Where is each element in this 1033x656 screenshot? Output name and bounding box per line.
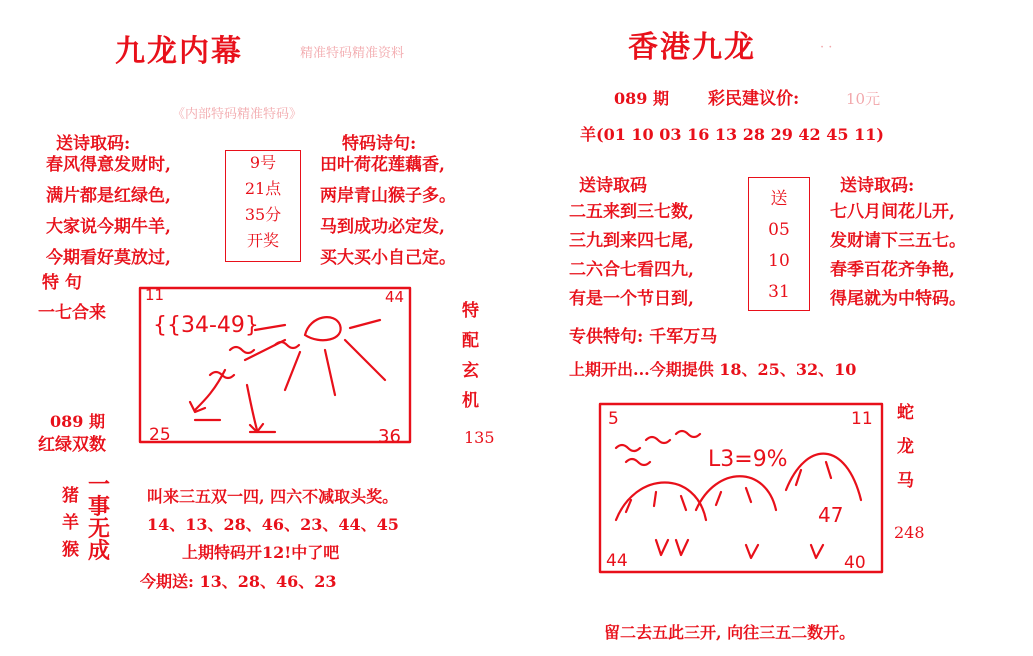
poem-line: 二五来到三七数, [569, 202, 694, 222]
wave-doodle [616, 431, 700, 465]
left-sketch-tr: 44 [385, 288, 405, 306]
time-line: 35分 [244, 205, 282, 224]
big-char: 无 [88, 516, 111, 542]
left-header-faint: 精准特码精准资料 [300, 46, 405, 61]
right-send-lines [748, 184, 810, 308]
time-line: 9号 [249, 153, 277, 172]
left-sketch-tl: 11 [145, 286, 165, 304]
wave-doodle [230, 347, 254, 353]
right-poem-label-right: 送诗取码: [840, 176, 915, 196]
left-side-vertical [462, 296, 479, 416]
ray-doodles [245, 320, 385, 395]
vertical-char: 蛇 [897, 403, 914, 423]
poem-line: 有是一个节日到, [569, 289, 694, 309]
right-title-faint: · · [820, 40, 833, 55]
right-poem-left [569, 198, 694, 314]
left-sketch-bl: 25 [149, 425, 171, 445]
vertical-char: 玄 [462, 361, 479, 381]
special-line: 田叶荷花莲藕香, [320, 155, 445, 175]
right-sketch-bl: 44 [606, 551, 628, 571]
time-line: 开奖 [246, 231, 279, 250]
right-sketch-mid: 47 [818, 503, 844, 527]
right-sketch [596, 400, 886, 578]
poem-line: 满片都是红绿色, [46, 186, 171, 206]
right-title: 香港九龙 [628, 30, 756, 65]
poem-line: 得尾就为中特码。 [830, 289, 966, 309]
right-special: 专供特句: 千军万马 [569, 327, 718, 347]
left-poem-lines [46, 150, 171, 274]
vertical-char: 特 [462, 301, 479, 321]
right-issue: 089 期 [614, 89, 669, 108]
send-value: 10 [768, 251, 790, 271]
left-poem-label: 送诗取码: [56, 134, 131, 154]
left-sketch-scribble: {{34-49} [153, 313, 259, 338]
time-line: 21点 [244, 179, 282, 198]
send-value: 05 [768, 220, 790, 240]
poem-line: 大家说今期牛羊, [46, 217, 171, 237]
right-footer: 留二去五此三开, 向往三五二数开。 [604, 623, 856, 642]
animal-char: 猪 [62, 486, 79, 506]
right-sketch-br: 40 [844, 553, 866, 573]
right-side-number: 248 [894, 523, 925, 542]
vertical-char: 龙 [897, 437, 914, 457]
left-line1: 叫来三五双一四, 四六不减取头奖。 [147, 487, 399, 506]
poem-line: 今期看好莫放过, [46, 248, 171, 268]
poem-line: 二六合七看四九, [569, 260, 694, 280]
arrow-doodle [190, 370, 225, 412]
left-tejv-label: 特 句 [42, 273, 82, 293]
left-special-lines [320, 150, 456, 274]
big-char: 成 [88, 538, 111, 564]
right-poem-label-left: 送诗取码 [579, 176, 647, 196]
wave-doodle [275, 342, 299, 348]
poem-line: 春季百花齐争艳, [830, 260, 955, 280]
send-value: 31 [768, 282, 790, 302]
left-tejv-text: 一七合来 [38, 303, 106, 323]
arrow-doodle [247, 385, 263, 432]
special-line: 两岸青山猴子多。 [320, 186, 456, 206]
ground-doodle [195, 420, 275, 432]
poem-line: 七八月间花儿开, [830, 202, 955, 222]
left-hongly: 红绿双数 [38, 435, 106, 455]
left-line2: 14、13、28、46、23、44、45 [147, 515, 399, 534]
poem-line: 三九到来四七尾, [569, 231, 694, 251]
sprout-doodle [656, 540, 823, 558]
left-issue: 089 期 [50, 412, 105, 431]
right-sketch-scribble: L3=9% [708, 447, 788, 472]
right-last-line: 上期开出...今期提供 18、25、32、10 [569, 360, 857, 379]
right-sheep-line: 羊(01 10 03 16 13 28 29 42 45 11) [580, 125, 884, 144]
left-side-number: 135 [464, 428, 495, 447]
left-big-vertical [88, 474, 110, 562]
left-title: 九龙内幕 [115, 34, 243, 69]
right-price-label: 彩民建议价: [708, 89, 800, 109]
send-value: 送 [770, 189, 788, 209]
big-char: 事 [88, 494, 111, 520]
right-poem-right [830, 198, 966, 314]
sun-doodle [305, 317, 341, 340]
arch-doodle [786, 454, 861, 500]
left-line3: 上期特码开12!中了吧 [182, 543, 340, 562]
left-sub-faint: 《内部特码精准特码》 [172, 107, 303, 122]
arch-doodle [696, 476, 776, 510]
left-sketch-br: 36 [378, 426, 401, 447]
right-sketch-tl: 5 [608, 409, 619, 429]
poem-line: 春风得意发财时, [46, 155, 171, 175]
vertical-char: 配 [462, 331, 479, 351]
special-line: 买大买小自己定。 [320, 248, 456, 268]
right-side-vertical [897, 396, 914, 498]
left-sketch [135, 280, 415, 450]
left-special-poem-label: 特码诗句: [342, 134, 417, 154]
big-char: 一 [88, 472, 111, 498]
left-line4: 今期送: 13、28、46、23 [140, 572, 337, 591]
animal-char: 猴 [62, 540, 79, 560]
vertical-char: 机 [462, 391, 479, 411]
special-line: 马到成功必定发, [320, 217, 445, 237]
right-sketch-tr: 11 [851, 409, 873, 429]
left-time-lines [225, 150, 301, 254]
vertical-char: 马 [897, 471, 914, 491]
left-animals [62, 483, 79, 564]
poem-line: 发财请下三五七。 [830, 231, 966, 251]
animal-char: 羊 [62, 513, 79, 533]
right-price-faint: 10元 [846, 90, 881, 108]
